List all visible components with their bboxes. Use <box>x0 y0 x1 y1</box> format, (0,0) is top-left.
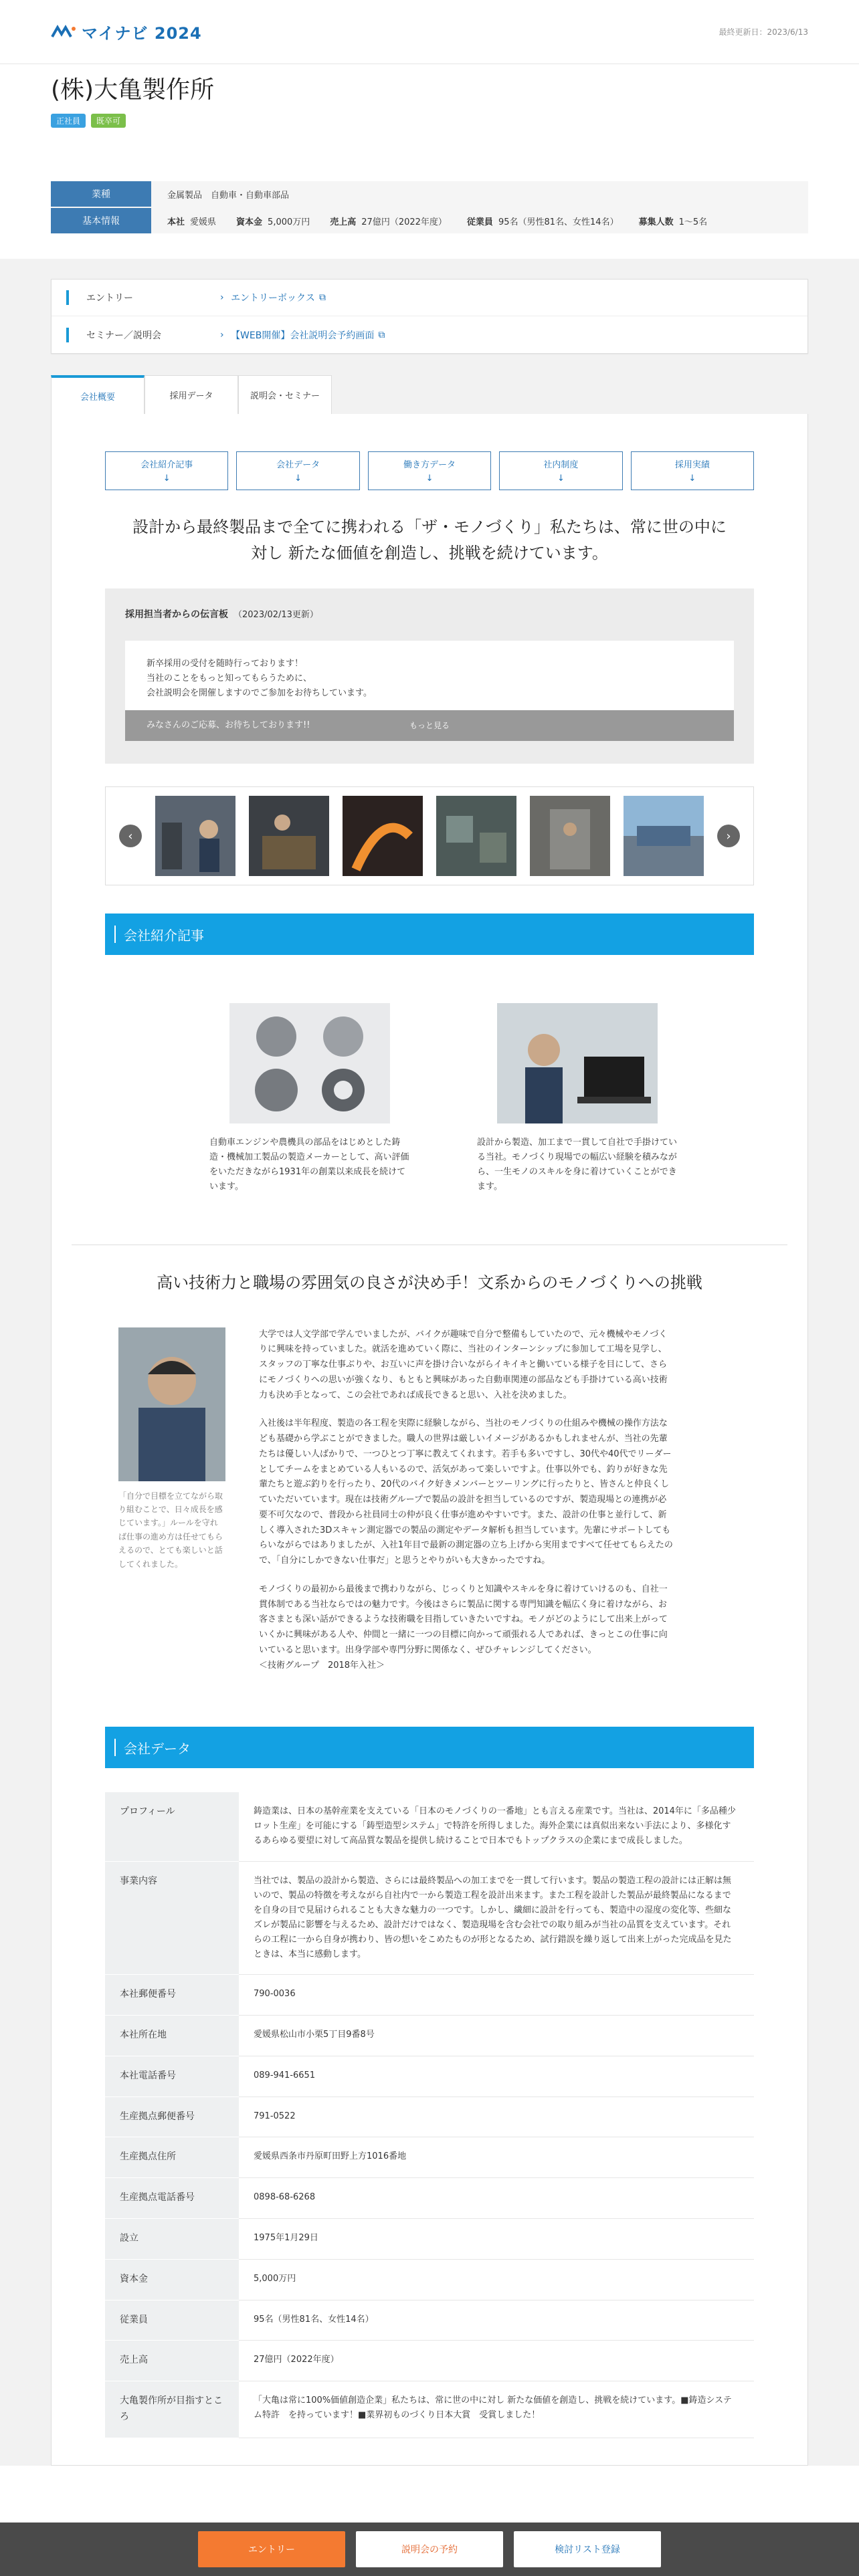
seminar-row <box>52 316 807 353</box>
story-body: 大学では人文学部で学んでいましたが、バイクが趣味で自分で整備もしていたので、元々機械やモノづくりに興味を持っていました。就活を進めていく際に、当社のインターンシップに参加して工場を見学し、スタッフの丁寧な仕事ぶりや、お互いに声を掛け合いながらイキイキと働いている様子を目にして、さらにモノづくりへの思いが強くなり、もともと興味があった自動車関連の部品なども手掛けている高い技術力も決め手となって、この会社であれば成長できると思い、入社を決めました。 入社後は半年程度、製造の各工程を実際に経験しながら、当社のモノづくりの仕組みや機械の操作方法なども基礎から学ぶことができました。職人の世界は厳しいイメージがあるかもしれませんが、当社の先輩たちは優しい人ばかりで、一つひとつ丁寧に教えてくれます。若手も多いですし、30代や40代でリーダーとしてチームをまとめている人もいるので、活気があって楽しいですよ。仕事以外でも、釣りが好きな先輩たちと遊ぶ釣りを行ったり、20代のバイク好きメンバーとツーリングに行ったりと、皆さんと仲良くしていただいています。現在は技術グループで製品の設計を担当しているのですが、製造現場との連携が必要不可欠なので、普段から社員同士の仲が良く仕事が進めやすいです。また、設計の仕事と並行して、新しく導入された3Dスキャン測定器での製品の測定やデータ解析も担当しています。先輩にサポートしてもらいながらではありましたが、入社1年目で最新の測定器の立ち上げから実用まですべて任せてもらえたので、「自分にしかできない仕事だ」と思うとやりがいも大きかったですね。 モノづくりの最初から最後まで携わりながら、じっくりと知識やスキルを身に着けていけるのも、自社一貫体制である当社ならではの魅力です。今後はさらに製品に関する専門知識を幅広く身に着けながら、お客さまとも深い話ができるような技術職を目指していきたいですね。モノがどのようにして出来上がっていくかに興味がある人や、仲間と一緒に一つの目標に向かって頑張れる人であれば、きっとこの仕事に向いていると思います。出身学部や専門分野に関係なく、ぜひチャレンジしてください。 ＜技術グループ 2018年入社＞ <box>259 1329 673 1671</box>
company-data-value: 791-0522 <box>239 2097 754 2137</box>
entry-button[interactable]: エントリー <box>198 2531 345 2567</box>
company-data-row <box>105 2381 754 2438</box>
company-data-key: 売上高 <box>105 2341 239 2381</box>
company-name: (株)大亀製作所 <box>51 76 215 104</box>
company-data-key: 従業員 <box>105 2300 239 2341</box>
photo-carousel <box>105 786 754 885</box>
company-data-key: 事業内容 <box>105 1861 239 1975</box>
company-data-key: 本社所在地 <box>105 2015 239 2056</box>
company-data-key: プロフィール <box>105 1792 239 1861</box>
carousel-photo[interactable] <box>343 796 423 876</box>
article-text: 設計から製造、加工まで一貫して自社で手掛けている当社。モノづくり現場での幅広い経験を積みながら、一生モノのスキルを身に着けていくことができます。 <box>477 1138 678 1192</box>
industry-value: 金属製品 自動車・自動車部品 <box>151 181 808 207</box>
company-data-value: 790-0036 <box>239 1975 754 2016</box>
carousel-prev-icon[interactable]: ‹ <box>119 825 142 847</box>
tab-bar <box>51 375 808 414</box>
company-data-value: 0898-68-6268 <box>239 2178 754 2219</box>
industry-label: 業種 <box>51 181 151 207</box>
article-list <box>209 1003 754 1194</box>
nav-company-data[interactable]: 会社データ ↓ <box>236 451 359 490</box>
company-tagline: 設計から最終製品まで全てに携われる「ザ・モノづくり」私たちは、常に世の中に対し 新たな価値を創造し、挑戦を続けています。 <box>132 518 727 562</box>
info-values: 本社 愛媛県 資本金 5,000万円 売上高 27億円（2022年度） 従業員 95名（男性81名、女性14名） 募集人数 1～5名 <box>151 208 808 233</box>
last-updated: 最終更新日：2023/6/13 <box>719 27 808 37</box>
story-title: 高い技術力と職場の雰囲気の良さが決め手！文系からのモノづくりへの挑戦 <box>157 1273 702 1292</box>
main-panel <box>51 414 808 2465</box>
entry-row <box>52 280 807 316</box>
nav-article[interactable]: 会社紹介記事 ↓ <box>105 451 228 490</box>
company-data-value: 95名（男性81名、女性14名） <box>239 2300 754 2341</box>
company-data-key: 本社郵便番号 <box>105 1975 239 2016</box>
company-data-value: 1975年1月29日 <box>239 2218 754 2259</box>
company-data-value: 27億円（2022年度） <box>239 2341 754 2381</box>
company-data-row <box>105 1792 754 1861</box>
company-data-row <box>105 2056 754 2097</box>
company-data-key: 設立 <box>105 2218 239 2259</box>
article-card[interactable] <box>477 1003 678 1194</box>
company-data-row <box>105 2300 754 2341</box>
info-label: 基本情報 <box>51 208 151 233</box>
carousel-photo[interactable] <box>249 796 329 876</box>
more-button[interactable]: もっと見る <box>409 720 450 730</box>
tab-recruitment-data[interactable]: 採用データ <box>145 375 238 414</box>
site-header <box>0 0 859 64</box>
logo-text: マイナビ 2024 <box>82 24 202 43</box>
badge-graduate: 既卒可 <box>91 114 126 128</box>
article-card[interactable] <box>209 1003 410 1194</box>
logo-mark-icon <box>51 25 76 39</box>
arrow-down-icon: ↓ <box>163 473 171 484</box>
carousel-photo[interactable] <box>436 796 516 876</box>
company-data-row <box>105 1861 754 1975</box>
seminar-label: セミナー／説明会 <box>66 328 220 342</box>
arrow-down-icon: ↓ <box>557 473 565 484</box>
seminar-reserve-button[interactable]: 説明会の予約 <box>356 2531 503 2567</box>
company-data-row <box>105 2259 754 2300</box>
carousel-photo[interactable] <box>155 796 235 876</box>
article-text: 自動車エンジンや農機具の部品をはじめとした鋳造・機械加工製品の製造メーカーとして、高い評価をいただきながら1931年の創業以来成長を続けています。 <box>209 1138 409 1192</box>
company-data-row <box>105 2178 754 2219</box>
message-title: 採用担当者からの伝言板 （2023/02/13更新） <box>125 609 318 621</box>
company-data-key: 大亀製作所が目指すところ <box>105 2381 239 2438</box>
employee-photo <box>497 1003 658 1123</box>
company-data-row <box>105 1975 754 2016</box>
company-data-value: 089-941-6651 <box>239 2056 754 2097</box>
tab-seminar[interactable]: 説明会・セミナー <box>238 375 332 414</box>
entry-box-link[interactable]: › エントリーボックス ⧉ <box>220 292 326 304</box>
company-header <box>0 64 859 128</box>
badge-fulltime: 正社員 <box>51 114 86 128</box>
carousel-photo[interactable] <box>530 796 610 876</box>
carousel-photo[interactable] <box>624 796 704 876</box>
photo-caption: 「自分で目標を立てながら取り組むことで、日々成長を感じています。」ルールを守れば仕事の進め方は任せてもらえるので、とても楽しいと話してくれました。 <box>118 1491 223 1569</box>
content-area <box>0 259 859 2465</box>
company-data-key: 生産拠点住所 <box>105 2137 239 2178</box>
company-data-row <box>105 2218 754 2259</box>
interview-story <box>105 1327 754 1687</box>
arrow-down-icon: ↓ <box>294 473 302 484</box>
external-link-icon: ⧉ <box>378 329 385 340</box>
message-body: 新卒採用の受付を随時行っております！ 当社のことをもっと知ってもらうために、 会社説明会を開催しますのでご参加をお待ちしています。 みなさんのご応募、お待ちしております!! もっと見る <box>125 641 734 741</box>
mynavi-logo[interactable] <box>51 20 202 43</box>
company-data-row <box>105 2015 754 2056</box>
section-header-article: 会社紹介記事 <box>105 914 754 955</box>
company-data-key: 資本金 <box>105 2259 239 2300</box>
nav-work-style[interactable]: 働き方データ ↓ <box>368 451 491 490</box>
parts-photo <box>229 1003 390 1123</box>
company-data-table <box>105 1792 754 2438</box>
company-data-key: 生産拠点電話番号 <box>105 2178 239 2219</box>
entry-label: エントリー <box>66 290 220 305</box>
company-data-key: 本社電話番号 <box>105 2056 239 2097</box>
seminar-link[interactable]: › 【WEB開催】会社説明会予約画面 ⧉ <box>220 329 385 341</box>
add-to-list-button[interactable]: 検討リスト登録 <box>514 2531 661 2567</box>
company-data-key: 生産拠点郵便番号 <box>105 2097 239 2137</box>
basic-info-table <box>51 181 808 233</box>
section-header-company-data: 会社データ <box>105 1727 754 1768</box>
company-data-value: 「大亀は常に100%価値創造企業」私たちは、常に世の中に対し 新たな価値を創造し、挑戦を続けています。■鋳造システム特許 を持っています！■業界初ものづくり日本大賞 受賞しました！ <box>239 2381 754 2438</box>
nav-hiring-record[interactable]: 採用実績 ↓ <box>631 451 754 490</box>
arrow-down-icon: ↓ <box>688 473 696 484</box>
company-data-value: 当社では、製品の設計から製造、さらには最終製品への加工までを一貫して行います。製品の製造工程の設計には正解は無いので、製品の特徴を考えながら自社内で一から製造工程を設計出来ます。また工程を設計した製品が最終製品になるまでを自身の目で見届けられることも大きな魅力の一つです。しかし、繊細に設計を行っても、製造中の湿度の変化等、些細なズレが製品に影響を与えるため、設計だけではなく、製造現場を含む会社での取り組みが当社の品質を支えています。それらの工程に一から自身が携わり、皆の想いをこめたものが形となるため、試行錯誤を繰り返して出来上がった完成品を見たときは、本当に感動します。 <box>239 1861 754 1975</box>
company-data-value: 鋳造業は、日本の基幹産業を支えている「日本のモノづくりの一番地」とも言える産業です。当社は、2014年に「多品種少ロット生産」を可能にする「鋳型造型システム」で特許を所得しました。海外企業には真似出来ない手法により、多様化するあらゆる要望に対して高品質な製品を提供し続けることで日本でもトップクラスの企業にまで成長しました。 <box>239 1792 754 1861</box>
message-more-bar[interactable]: みなさんのご応募、お待ちしております!! もっと見る <box>125 710 734 741</box>
nav-systems[interactable]: 社内制度 ↓ <box>499 451 622 490</box>
interviewee-photo <box>118 1327 225 1481</box>
company-data-value: 愛媛県松山市小栗5丁目9番8号 <box>239 2015 754 2056</box>
company-data-value: 5,000万円 <box>239 2259 754 2300</box>
tab-company-overview[interactable]: 会社概要 <box>51 375 145 414</box>
company-data-row <box>105 2137 754 2178</box>
recruiter-message-board <box>105 588 754 764</box>
arrow-down-icon: ↓ <box>425 473 434 484</box>
section-nav <box>105 451 754 490</box>
company-data-value: 愛媛県西条市丹原町田野上方1016番地 <box>239 2137 754 2178</box>
external-link-icon: ⧉ <box>318 292 326 304</box>
company-data-row <box>105 2097 754 2137</box>
company-data-row <box>105 2341 754 2381</box>
entry-box <box>51 279 808 354</box>
sticky-action-bar <box>0 2523 859 2576</box>
carousel-next-icon[interactable]: › <box>717 825 740 847</box>
